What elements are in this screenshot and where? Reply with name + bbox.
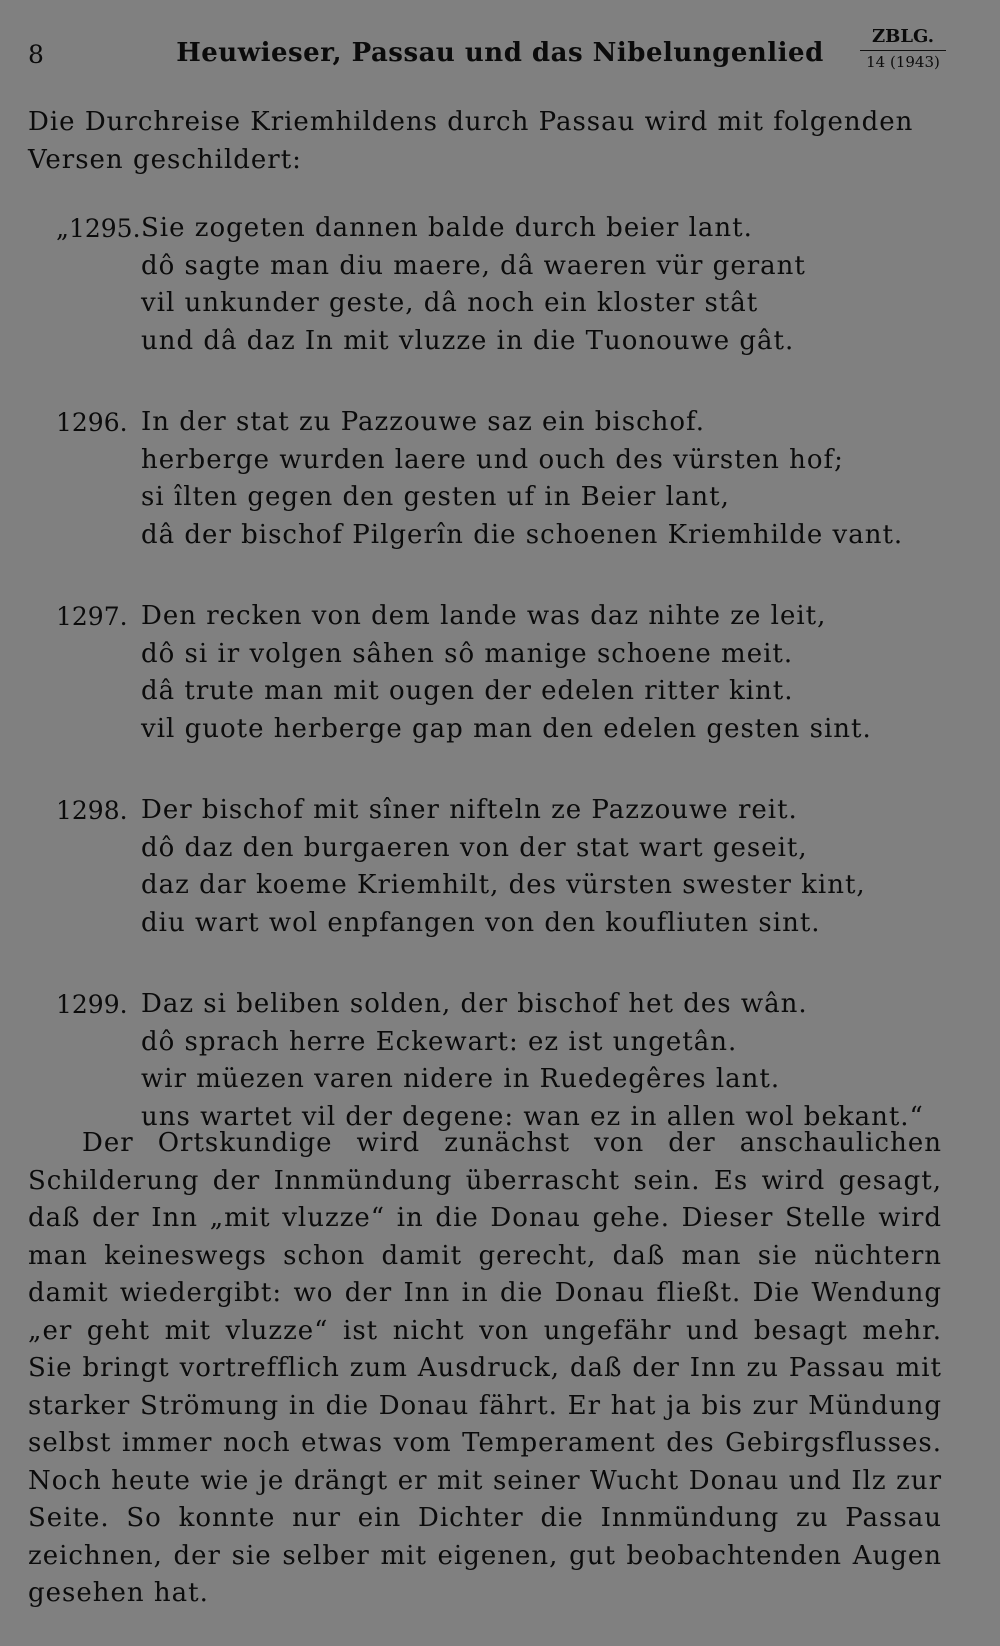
verse-line: und dâ daz In mit vluzze in die Tuonouwe gât. (141, 325, 795, 356)
verse-line: uns wartet vil der degene: wan ez in allen wol bekant.“ (141, 1101, 924, 1132)
verse-line: dô sprach herre Eckewart: ez ist ungetân. (141, 1026, 738, 1057)
verse-line: diu wart wol enpfangen von den koufliuten sint. (141, 907, 821, 938)
stanza (0, 210, 1000, 404)
running-title: Heuwieser, Passau und das Nibelungenlied (176, 38, 824, 68)
stanza-number: 1297. (56, 602, 128, 631)
stanza-number: 1299. (56, 990, 128, 1019)
verse-line: dô sagte man diu maere, dâ waeren vür gerant (141, 250, 806, 281)
verse-line: In der stat zu Pazzouwe saz ein bischof. (141, 407, 705, 437)
verse-line: daz dar koeme Kriemhilt, des vürsten swester kint, (141, 870, 866, 900)
verse-line: Der bischof mit sîner nifteln ze Pazzouwe reit. (141, 795, 798, 825)
verse-quotation (0, 210, 1000, 1180)
stanza-lines (141, 598, 941, 748)
page-number: 8 (28, 40, 44, 69)
journal-abbreviation: ZBLG. (860, 26, 946, 51)
commentary-paragraph (28, 1125, 942, 1613)
journal-issue: 14 (1943) (866, 53, 940, 71)
verse-line: vil guote herberge gap man den edelen gesten sint. (141, 713, 872, 744)
stanza-lines (141, 986, 941, 1136)
journal-reference (860, 26, 946, 73)
verse-line: Daz si beliben solden, der bischof het des wân. (141, 989, 808, 1019)
stanza-lines (141, 792, 941, 942)
stanza-number: „1295. (56, 214, 141, 243)
verse-line: dô si ir volgen sâhen sô manige schoene meit. (141, 638, 794, 669)
stanza-number: 1296. (56, 408, 128, 437)
verse-line: dâ trute man mit ougen der edelen ritter kint. (141, 676, 794, 706)
commentary-text: Der Ortskundige wird zunächst von der anschaulichen Schilderung der Innmündung überrascht sein. Es wird gesagt, daß der Inn „mit vluzze“ in die Donau gehe. Dieser Stelle wird man keineswegs schon damit gerecht, daß man sie nüchtern damit wiedergibt: wo der Inn in die Donau fließt. Die Wendung „er geht mit vluzze“ ist nicht von ungefähr und besagt mehr. Sie bringt vortrefflich zum Ausdruck, daß der Inn zu Passau mit starker Strömung in die Donau fährt. Er hat ja bis zur Mündung selbst immer noch etwas vom Temperament des Gebirgsflusses. Noch heute wie je drängt er mit seiner Wucht Donau und Ilz zur Seite. So konnte nur ein Dichter die Innmündung zu Passau zeichnen, der sie selber mit eigenen, gut beobachtenden Augen gesehen hat. (28, 1128, 942, 1608)
stanza-number: 1298. (56, 796, 128, 825)
verse-line: herberge wurden laere und ouch des vürsten hof; (141, 444, 844, 475)
verse-line: dô daz den burgaeren von der stat wart geseit, (141, 832, 808, 863)
running-head (0, 26, 1000, 86)
verse-line: vil unkunder geste, dâ noch ein kloster stât (141, 288, 759, 318)
stanza-lines (141, 404, 941, 554)
verse-line: wir müezen varen nidere in Ruedegêres lant. (141, 1064, 781, 1094)
verse-line: Sie zogeten dannen balde durch beier lant. (141, 213, 753, 243)
verse-line: si îlten gegen den gesten uf in Beier lant, (141, 482, 730, 512)
verse-line: dâ der bischof Pilgerîn die schoenen Kriemhilde vant. (141, 519, 904, 550)
stanza (0, 792, 1000, 986)
intro-paragraph: Die Durchreise Kriemhildens durch Passau wird mit folgenden Versen geschildert: (28, 107, 914, 175)
stanza (0, 598, 1000, 792)
stanza (0, 404, 1000, 598)
stanza-lines (141, 210, 941, 360)
verse-line: Den recken von dem lande was daz nihte ze leit, (141, 601, 827, 631)
